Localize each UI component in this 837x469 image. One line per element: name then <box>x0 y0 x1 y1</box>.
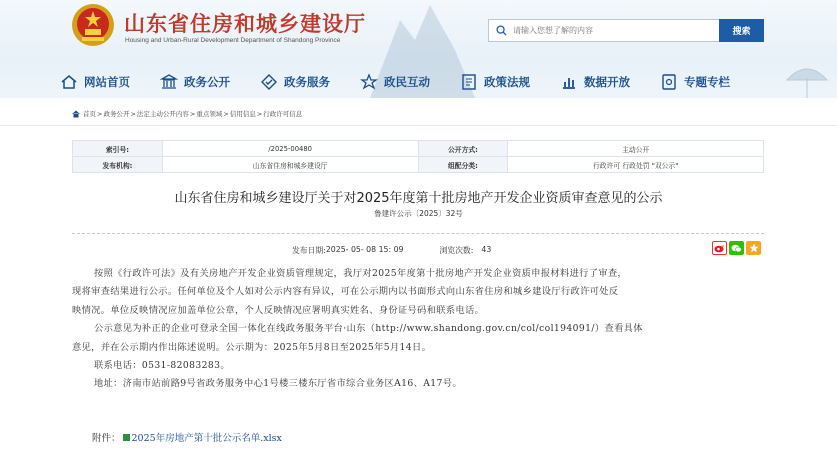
search-button[interactable]: 搜索 <box>719 19 764 42</box>
nav-home-label: 网站首页 <box>84 75 130 89</box>
nav-gov-affairs-label: 政务公开 <box>184 75 230 89</box>
breadcrumb-item[interactable]: 重点领域 <box>196 110 223 118</box>
nav-gov-affairs[interactable] <box>160 70 260 94</box>
document-body <box>72 265 764 394</box>
data-chart-icon <box>560 73 578 91</box>
government-building-icon <box>160 73 178 91</box>
contact-phone: 联系电话：0531-82083283。 <box>94 360 230 372</box>
breadcrumb-item[interactable]: 信用信息 <box>229 110 256 118</box>
nav-topics[interactable] <box>660 70 760 94</box>
nav-interaction-label: 政民互动 <box>384 75 430 89</box>
nav-interaction[interactable] <box>360 70 460 94</box>
text-line: 意见，并在公示期内作出陈述说明。公示期为：2025年5月8日至2025年5月14日。 <box>72 341 432 353</box>
publisher-label: 发布机构: <box>73 157 163 173</box>
attachment-label: 附件： <box>92 433 121 444</box>
site-header <box>0 0 837 98</box>
category-value: 行政许可 行政处罚 "双公示" <box>508 157 764 173</box>
publisher-value: 山东省住房和城乡建设厅 <box>162 157 418 173</box>
search-input[interactable] <box>513 26 709 35</box>
page-title: 山东省住房和城乡建设厅关于对2025年度第十批房地产开发企业资质审查意见的公示 <box>174 191 663 206</box>
category-label: 组配分类: <box>418 157 508 173</box>
paragraph-notice-cont <box>72 283 764 320</box>
share-bar <box>712 241 761 255</box>
document-number: 鲁建许公示〔2025〕32号 <box>374 209 463 218</box>
text-line: 现将审查结果进行公示。任何单位及个人如对公示内容有异议，可在公示期内以书面形式向山东省住房和城乡建设厅行政许可处反 <box>72 286 619 298</box>
wechat-icon[interactable] <box>729 241 744 255</box>
publish-date: 2025- 05- 08 15: 09 <box>325 245 404 254</box>
home-icon <box>60 73 78 91</box>
site-subtitle: Housing and Urban-Rural Development Department of Shandong Province <box>125 37 341 44</box>
text-line: 公示意见为补正的企业可登录全国一体化在线政务服务平台·山东（http://www.shandong.gov.cn/col/col194091/）查看具体 <box>94 323 643 335</box>
paragraph-notice <box>72 265 764 283</box>
divider <box>72 233 764 234</box>
national-emblem-icon <box>70 2 116 48</box>
attachment <box>92 430 282 444</box>
document-meta-table <box>72 140 764 173</box>
paragraph-correction-cont <box>72 339 764 357</box>
breadcrumb-item[interactable]: 首页 <box>83 110 96 118</box>
breadcrumb: 首页 > 政务公开 > 法定主动公开内容 > 重点领域 > 信用信息 > 行政许可信息 <box>72 109 302 118</box>
interaction-star-icon <box>360 73 378 91</box>
main-nav <box>60 70 760 94</box>
nav-topics-label: 专题专栏 <box>684 75 730 89</box>
breadcrumb-item[interactable]: 政务公开 <box>103 110 130 118</box>
breadcrumb-item[interactable]: 行政许可信息 <box>263 110 303 118</box>
index-number-value: /2025-00480 <box>162 141 418 157</box>
nav-policy[interactable] <box>460 70 560 94</box>
text-line: 映情况。单位反映情况应加盖单位公章，个人反映情况应署明真实姓名、身份证号码和联系电话。 <box>72 304 485 316</box>
paragraph-correction <box>72 320 764 338</box>
nav-gov-service-label: 政务服务 <box>284 75 330 89</box>
views-label: 浏览次数: <box>439 246 474 255</box>
service-badge-icon <box>260 73 278 91</box>
contact-address: 地址：济南市站前路9号省政务服务中心1号楼三楼东厅省市综合业务区A16、A17号。 <box>94 378 462 390</box>
tree-decoration <box>777 58 837 98</box>
breadcrumb-home-icon <box>72 110 80 118</box>
search-box[interactable] <box>488 19 720 42</box>
weibo-icon[interactable] <box>712 241 727 255</box>
nav-open-data-label: 数据开放 <box>584 75 630 89</box>
views-count: 43 <box>481 245 492 254</box>
topic-column-icon <box>660 73 678 91</box>
nav-home[interactable] <box>60 70 160 94</box>
excel-file-icon <box>123 434 130 441</box>
open-mode-value: 主动公开 <box>508 141 764 157</box>
attachment-link[interactable]: 2025年房地产第十批公示名单.xlsx <box>131 433 282 444</box>
index-number-label: 索引号: <box>73 141 163 157</box>
site-title[interactable]: 山东省住房和城乡建设厅 <box>124 12 366 36</box>
text-line: 按照《行政许可法》及有关房地产开发企业资质管理规定，我厅对2025年度第十批房地产开发企业资质申报材料进行了审查， <box>94 268 628 279</box>
breadcrumb-item[interactable]: 法定主动公开内容 <box>136 110 189 118</box>
open-mode-label: 公开方式: <box>418 141 508 157</box>
nav-gov-service[interactable] <box>260 70 360 94</box>
nav-policy-label: 政策法规 <box>484 75 530 89</box>
bookmark-star-icon[interactable] <box>746 241 761 255</box>
search-icon <box>489 20 513 41</box>
publish-info <box>292 245 491 256</box>
publish-date-label: 发布日期: <box>292 246 326 255</box>
nav-open-data[interactable] <box>560 70 660 94</box>
policy-book-icon <box>460 73 478 91</box>
